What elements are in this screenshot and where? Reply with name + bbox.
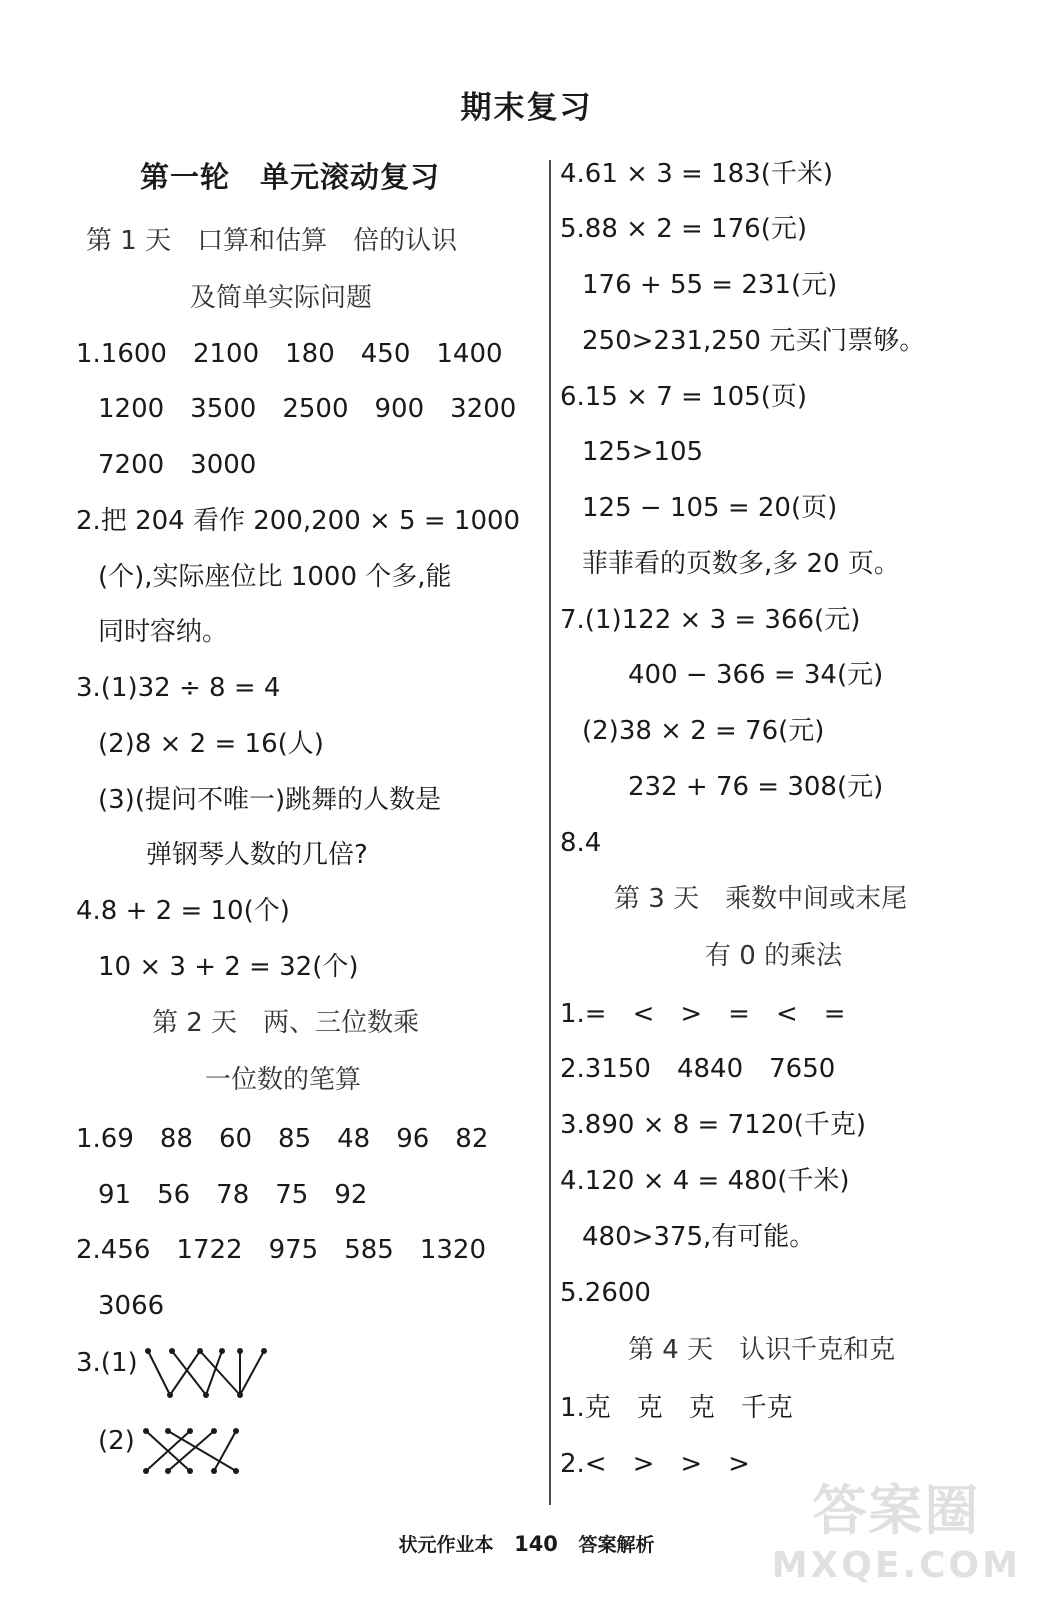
column-divider <box>549 160 551 1505</box>
day3-title-line2: 有 0 的乘法 <box>705 941 843 971</box>
answer-line: 5.2600 <box>560 1278 651 1308</box>
day3-title-line1: 第 3 天 乘数中间或末尾 <box>614 884 908 914</box>
answer-line: (3)(提问不唯一)跳舞的人数是 <box>98 785 442 815</box>
answer-line: 同时容纳。 <box>98 617 229 647</box>
answer-line: 1.1600 2100 180 450 1400 <box>76 339 503 369</box>
answer-line: 4.8 + 2 = 10(个) <box>76 896 290 926</box>
page-number: 140 <box>514 1532 558 1556</box>
answer-line: 8.4 <box>560 828 602 858</box>
day1-title-line2: 及简单实际问题 <box>190 283 373 313</box>
answer-line: 232 + 76 = 308(元) <box>628 772 884 802</box>
answer-line: 3.(1) <box>76 1348 138 1378</box>
answer-line: 1.69 88 60 85 48 96 82 <box>76 1124 489 1154</box>
answer-line: 弹钢琴人数的几倍? <box>146 840 368 870</box>
answer-line: 7.(1)122 × 3 = 366(元) <box>560 605 861 635</box>
footer-section: 答案解析 <box>578 1534 655 1556</box>
answer-line: (2)38 × 2 = 76(元) <box>582 716 825 746</box>
answer-line: 250>231,250 元买门票够。 <box>582 326 926 356</box>
answer-line: 2.456 1722 975 585 1320 <box>76 1235 487 1265</box>
answer-line: 菲菲看的页数多,多 20 页。 <box>582 549 900 579</box>
answer-line: 10 × 3 + 2 = 32(个) <box>98 952 359 982</box>
answer-line: 176 + 55 = 231(元) <box>582 270 838 300</box>
day2-title-line2: 一位数的笔算 <box>205 1065 362 1095</box>
watermark-sub: MXQE.COM <box>771 1545 1021 1586</box>
answer-line: 1.= < > = < = <box>560 999 846 1029</box>
answer-line: 125>105 <box>582 437 704 467</box>
answer-line: 3.890 × 8 = 7120(千克) <box>560 1110 867 1140</box>
answer-line: 5.88 × 2 = 176(元) <box>560 214 807 244</box>
answer-line: 125 − 105 = 20(页) <box>582 493 838 523</box>
answer-line: 2.< > > > <box>560 1449 750 1479</box>
day4-title-line1: 第 4 天 认识千克和克 <box>628 1335 896 1365</box>
answer-line: 7200 3000 <box>98 450 257 480</box>
answer-line: 2.把 204 看作 200,200 × 5 = 1000 <box>76 506 521 536</box>
watermark-main: 答案圈 <box>812 1479 981 1542</box>
answer-line: 4.120 × 4 = 480(千米) <box>560 1166 850 1196</box>
answer-line: 6.15 × 7 = 105(页) <box>560 382 807 412</box>
matching-diagram-1 <box>140 1345 270 1401</box>
answer-line: 3066 <box>98 1291 165 1321</box>
matching-diagram-2 <box>140 1425 250 1479</box>
answer-line: 91 56 78 75 92 <box>98 1180 368 1210</box>
answer-line: 4.61 × 3 = 183(千米) <box>560 159 833 189</box>
answer-line: 400 − 366 = 34(元) <box>628 660 884 690</box>
answer-line: 2.3150 4840 7650 <box>560 1054 836 1084</box>
page-title: 期末复习 <box>460 90 593 126</box>
watermark <box>772 1468 1021 1586</box>
day2-title-line1: 第 2 天 两、三位数乘 <box>152 1008 420 1038</box>
day1-title-line1: 第 1 天 口算和估算 倍的认识 <box>86 226 458 256</box>
section-heading: 第一轮 单元滚动复习 <box>140 160 441 194</box>
footer-book-name: 状元作业本 <box>398 1534 494 1556</box>
answer-line: 1200 3500 2500 900 3200 <box>98 394 517 424</box>
answer-line: (个),实际座位比 1000 个多,能 <box>98 562 452 592</box>
answer-line: 3.(1)32 ÷ 8 = 4 <box>76 673 281 703</box>
answer-line: 1.克 克 克 千克 <box>560 1393 793 1423</box>
answer-line: (2)8 × 2 = 16(人) <box>98 729 324 759</box>
answer-line: 480>375,有可能。 <box>582 1222 816 1252</box>
answer-line: (2) <box>98 1426 135 1456</box>
